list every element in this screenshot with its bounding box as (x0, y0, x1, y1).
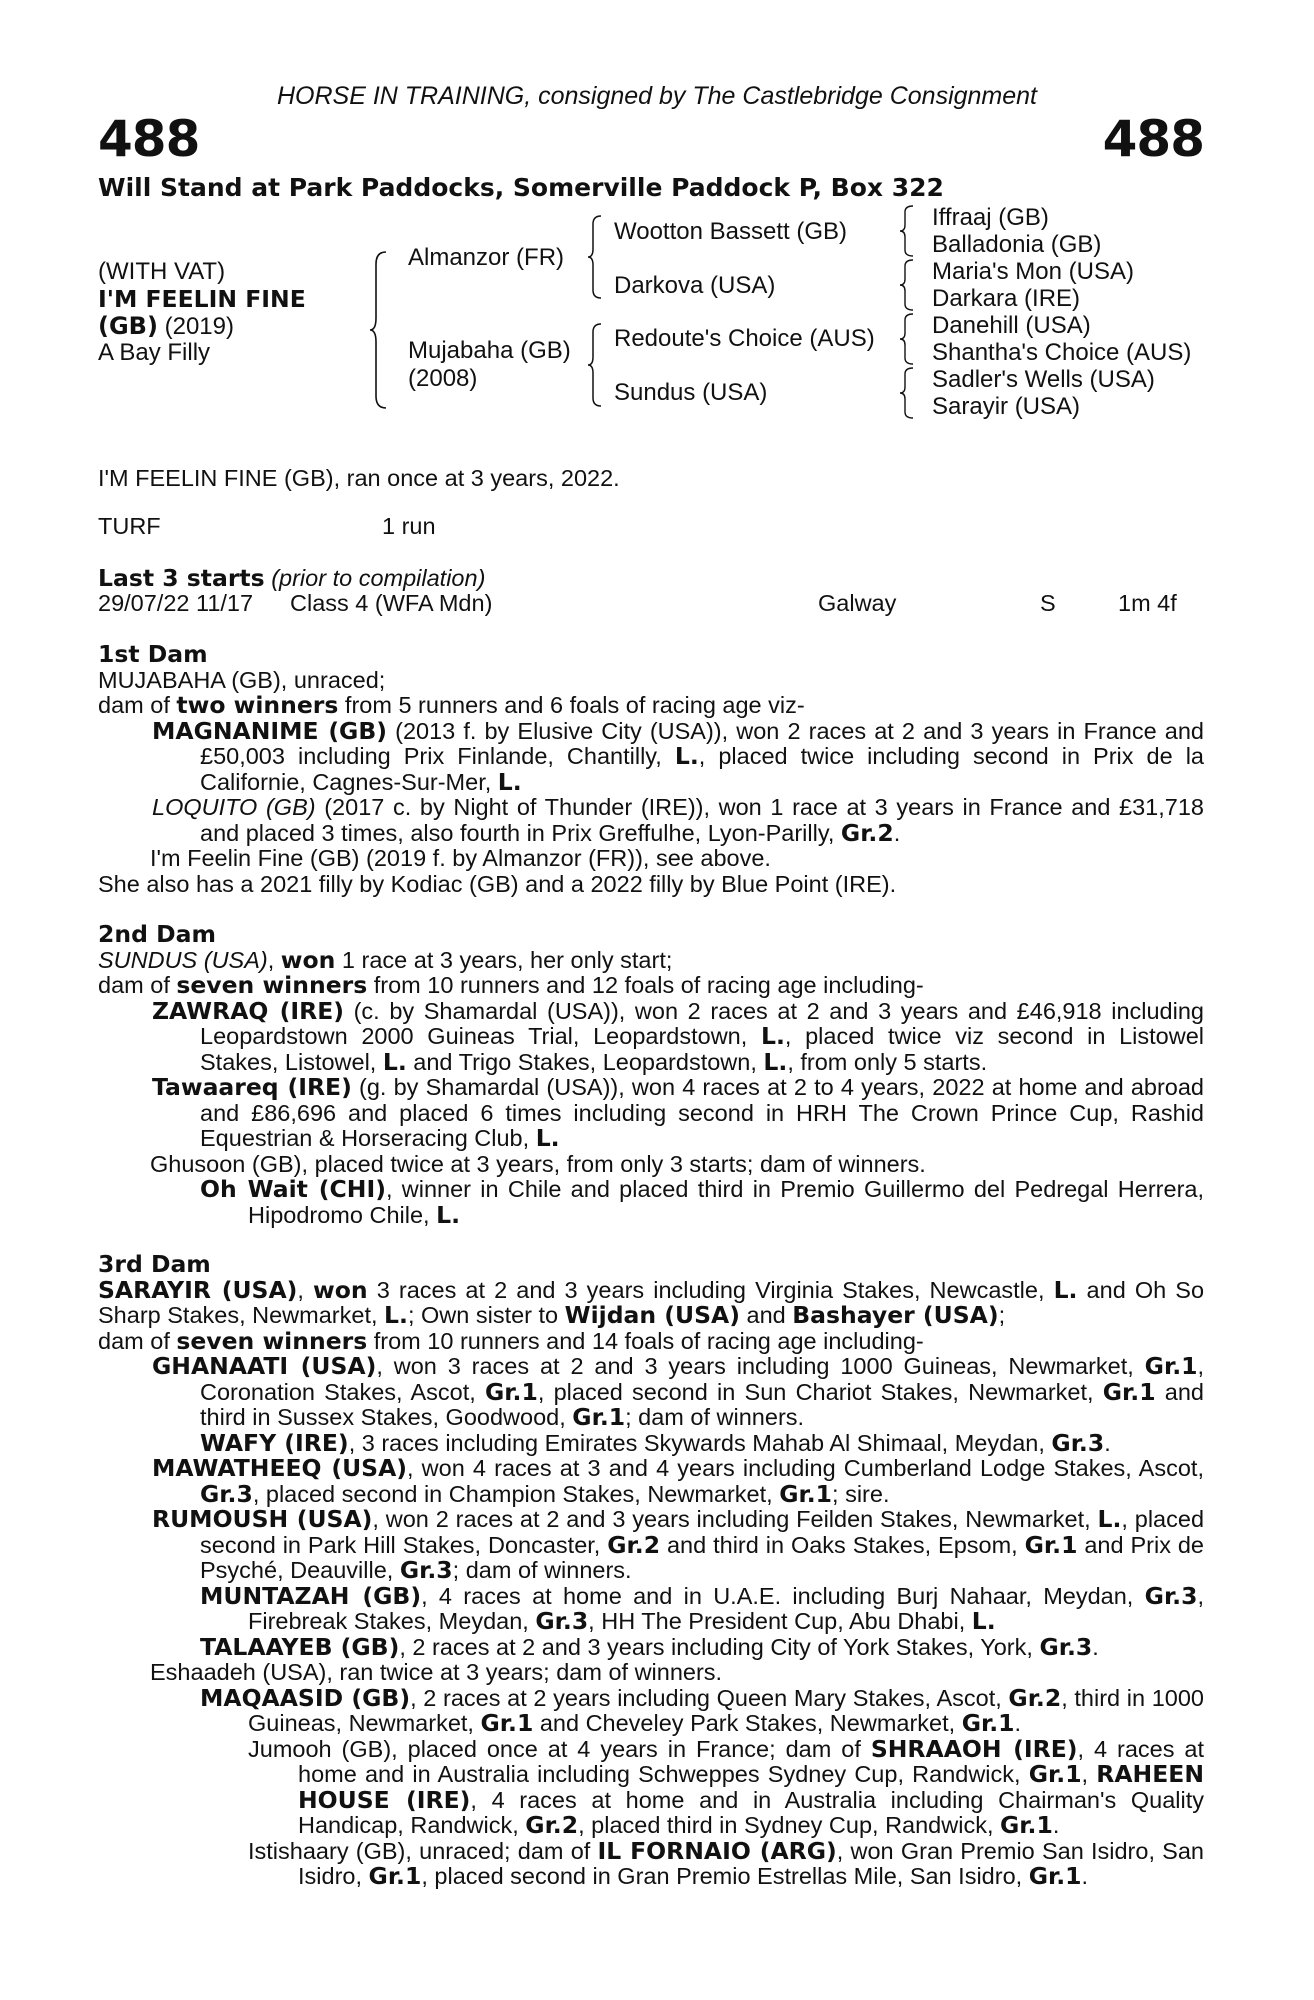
progeny-entry: WAFY (IRE), 3 races including Emirates Skywards Mahab Al Shimaal, Meydan, Gr.3. (200, 1428, 1111, 1457)
ancestor-4: Darkara (IRE) (932, 285, 1081, 312)
horse-description: A Bay Filly (98, 339, 211, 366)
consignment-header: HORSE IN TRAINING, consigned by The Castlebridge Consignment (276, 82, 1038, 110)
third-dam-summary: dam of seven winners from 10 runners and 14 foals of racing age including- (98, 1326, 924, 1355)
pedigree-brace-g1 (898, 204, 916, 258)
pedigree-brace-sire (586, 214, 604, 300)
ancestor-8: Sarayir (USA) (932, 393, 1081, 420)
horse-origin-year: (GB) (2019) (98, 312, 234, 340)
horse-name: I'M FEELIN FINE (98, 285, 306, 313)
start-distance: 1m 4f (1118, 590, 1177, 616)
third-dam-section (98, 1252, 1204, 1890)
race-record-summary: I'M FEELIN FINE (GB), ran once at 3 years, 2022. (98, 465, 620, 491)
pedigree-brace-dam (586, 322, 604, 408)
pedigree-brace-g2 (898, 258, 916, 312)
ancestor-5: Danehill (USA) (932, 312, 1091, 339)
dam: Mujabaha (GB) (408, 337, 571, 364)
ancestor-3: Maria's Mon (USA) (932, 258, 1134, 285)
progeny-note: She also has a 2021 filly by Kodiac (GB) and a 2022 filly by Blue Point (IRE). (98, 870, 897, 897)
start-date-position: 29/07/22 11/17 (98, 590, 254, 616)
sire-sire: Wootton Bassett (GB) (614, 218, 847, 245)
ancestor-1: Iffraaj (GB) (932, 204, 1049, 231)
ancestor-6: Shantha's Choice (AUS) (932, 339, 1192, 366)
ancestor-2: Balladonia (GB) (932, 231, 1102, 258)
stabling-location: Will Stand at Park Paddocks, Somerville Paddock P, Box 322 (98, 173, 944, 202)
first-dam-section (98, 642, 1204, 897)
pedigree-brace-g4 (898, 366, 916, 420)
progeny-entry: LOQUITO (GB) (2017 c. by Night of Thunder (IRE)), won 1 race at 3 years in France and £31,718 and placed 3 times, also fourth in Prix Greffulhe, Lyon-Parilly, Gr.2. (152, 794, 1204, 847)
second-dam-section (98, 922, 1204, 1228)
second-dam-line: SUNDUS (USA), won 1 race at 3 years, her only start; (98, 945, 673, 974)
first-dam-heading: 1st Dam (98, 640, 208, 668)
progeny-entry: Jumooh (GB), placed once at 4 years in France; dam of SHRAAOH (IRE), 4 races at home and in Australia including Schweppes Sydney Cup, Randwick, Gr.1, RAHEEN HOUSE (IRE), 4 races at home and in Australia including Chairman's Quality Handicap, Randwick, Gr.2, placed third in Sydney Cup, Randwick, Gr.1. (248, 1734, 1205, 1839)
first-dam-line: MUJABAHA (GB), unraced; (98, 666, 386, 693)
progeny-entry: MAGNANIME (GB) (2013 f. by Elusive City (USA)), won 2 races at 2 and 3 years in France and £50,003 including Prix Finlande, Chantilly, L., placed twice including second in Prix de la Californie, Cagnes-Sur-Mer, L. (152, 716, 1204, 796)
last-starts-heading: Last 3 starts (prior to compilation) (98, 564, 486, 592)
dam-year: (2008) (408, 365, 478, 392)
progeny-entry: MAWATHEEQ (USA), won 4 races at 3 and 4 years including Cumberland Lodge Stakes, Ascot, Gr.3, placed second in Champion Stakes, Newmarket, Gr.1; sire. (152, 1454, 1204, 1508)
progeny-entry: MUNTAZAH (GB), 4 races at home and in U.A.E. including Burj Nahaar, Meydan, Gr.3, Firebreak Stakes, Meydan, Gr.3, HH The President Cup, Abu Dhabi, L. (200, 1581, 1204, 1635)
progeny-entry: Tawaareq (IRE) (g. by Shamardal (USA)), won 4 races at 2 to 4 years, 2022 at home and abroad and £86,696 and placed 6 times including second in HRH The Crown Prince Cup, Rashid Equestrian & Horseracing Club, L. (152, 1073, 1204, 1152)
progeny-entry: TALAAYEB (GB), 2 races at 2 and 3 years including City of York Stakes, York, Gr.3. (200, 1632, 1099, 1661)
lot-number-left: 488 (98, 110, 200, 168)
lot-number-right: 488 (1102, 110, 1204, 168)
sire-dam: Darkova (USA) (614, 272, 776, 299)
start-course: Galway (818, 590, 897, 616)
pedigree-brace-g3 (898, 312, 916, 366)
third-dam-heading: 3rd Dam (98, 1250, 211, 1278)
progeny-entry: Ghusoon (GB), placed twice at 3 years, from only 3 starts; dam of winners. (150, 1150, 926, 1177)
pedigree-brace-main (368, 250, 390, 410)
surface-runs: 1 run (382, 513, 436, 539)
start-race: Class 4 (WFA Mdn) (290, 590, 493, 616)
progeny-entry: Eshaadeh (USA), ran twice at 3 years; dam of winners. (150, 1659, 723, 1685)
start-going: S (1040, 590, 1056, 616)
second-dam-heading: 2nd Dam (98, 920, 216, 948)
progeny-entry: Istishaary (GB), unraced; dam of IL FORNAIO (ARG), won Gran Premio San Isidro, San Isidro, Gr.1, placed second in Gran Premio Estrellas Mile, San Isidro, Gr.1. (248, 1836, 1204, 1890)
second-dam-summary: dam of seven winners from 10 runners and 12 foals of racing age including- (98, 971, 924, 999)
third-dam-line: SARAYIR (USA), won 3 races at 2 and 3 years including Virginia Stakes, Newcastle, L. and Oh So Sharp Stakes, Newmarket, L.; Own sister to Wijdan (USA) and Bashayer (USA); (98, 1275, 1205, 1329)
sire: Almanzor (FR) (408, 244, 565, 271)
progeny-entry: RUMOUSH (USA), won 2 races at 2 and 3 years including Feilden Stakes, Newmarket, L., placed second in Park Hill Stakes, Doncaster, Gr.2 and third in Oaks Stakes, Epsom, Gr.1 and Prix de Psyché, Deauville, Gr.3; dam of winners. (152, 1505, 1205, 1584)
progeny-entry: GHANAATI (USA), won 3 races at 2 and 3 years including 1000 Guineas, Newmarket, Gr.1, Coronation Stakes, Ascot, Gr.1, placed second in Sun Chariot Stakes, Newmarket, Gr.1 and third in Sussex Stakes, Goodwood, Gr.1; dam of winners. (152, 1352, 1205, 1431)
vat-label: (WITH VAT) (98, 258, 226, 285)
progeny-entry: I'm Feelin Fine (GB) (2019 f. by Almanzor (FR)), see above. (150, 845, 771, 871)
progeny-entry: Oh Wait (CHI), winner in Chile and placed third in Premio Guillermo del Pedregal Herrera, Hipodromo Chile, L. (200, 1175, 1204, 1229)
ancestor-7: Sadler's Wells (USA) (932, 366, 1155, 393)
first-dam-summary: dam of two winners from 5 runners and 6 foals of racing age viz- (98, 691, 805, 719)
progeny-entry: MAQAASID (GB), 2 races at 2 years including Queen Mary Stakes, Ascot, Gr.2, third in 1000 Guineas, Newmarket, Gr.1 and Cheveley Park Stakes, Newmarket, Gr.1. (200, 1683, 1204, 1737)
surface-label: TURF (98, 513, 161, 539)
progeny-entry: ZAWRAQ (IRE) (c. by Shamardal (USA)), won 2 races at 2 and 3 years and £46,918 including Leopardstown 2000 Guineas Trial, Leopardstown, L., placed twice viz second in Listowel Stakes, Listowel, L. and Trigo Stakes, Leopardstown, L., from only 5 starts. (152, 996, 1205, 1076)
dam-dam: Sundus (USA) (614, 379, 768, 406)
dam-sire: Redoute's Choice (AUS) (614, 325, 875, 352)
